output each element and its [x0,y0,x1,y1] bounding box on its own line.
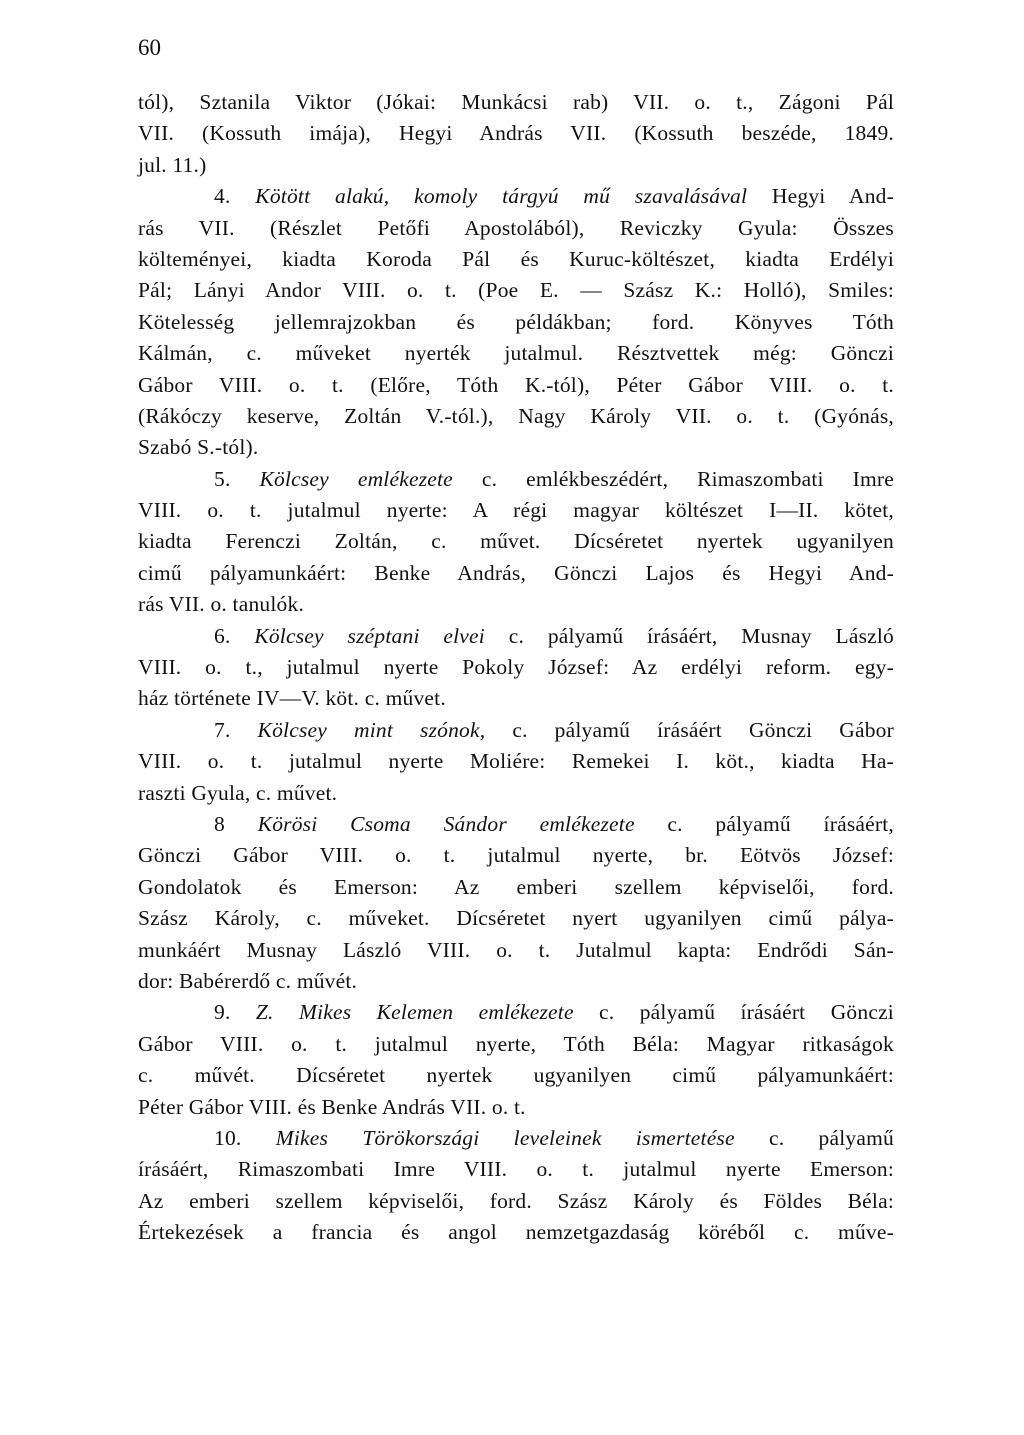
italic-title: Körösi Csoma Sándor emlékezete [257,811,635,836]
text-run: Gábor VIII. o. t. jutalmul nyerte, Tóth Béla: Magyar ritkaságok [138,1031,894,1056]
text-line [138,997,894,1028]
text-line [138,1060,894,1091]
text-line [138,432,894,463]
text-line [138,589,894,620]
text-line [138,401,894,432]
text-run: 7. [214,717,258,742]
text-line [138,118,894,149]
text-line [138,1123,894,1154]
text-run: dor: Babérerdő c. művét. [138,968,358,993]
text-run: költeményei, kiadta Koroda Pál és Kuruc-költészet, kiadta Erdélyi [138,246,894,271]
text-line [138,150,894,181]
text-line [138,526,894,557]
text-run: c. pályamű írásáért Gönczi [573,1000,894,1025]
text-line [138,1217,894,1248]
text-line [138,840,894,871]
italic-title: Kötött alakú, komoly tárgyú mű szavalásával [255,184,748,209]
text-line [138,746,894,777]
text-run: (Rákóczy keserve, Zoltán V.-tól.), Nagy Károly VII. o. t. (Gyónás, [138,403,894,428]
text-line [138,872,894,903]
text-run: Értekezések a francia és angol nemzetgazdaság köréből c. műve- [138,1220,894,1245]
text-line [138,464,894,495]
text-run: írásáért, Rimaszombati Imre VIII. o. t. jutalmul nyerte Emerson: [138,1157,894,1182]
text-run: Kálmán, c. műveket nyerték jutalmul. Résztvettek még: Gönczi [138,341,894,366]
text-run: VIII. o. t. jutalmul nyerte: A régi magyar költészet I—II. kötet, [138,498,894,523]
text-run: Gönczi Gábor VIII. o. t. jutalmul nyerte, br. Eötvös József: [138,843,894,868]
text-run: c. pályamű írásáért Gönczi Gábor [485,717,894,742]
text-run: kiadta Ferenczi Zoltán, c. művet. Dícséretet nyertek ugyanilyen [138,529,894,554]
text-run: cimű pályamunkáért: Benke András, Gönczi Lajos és Hegyi And- [138,560,894,585]
text-run: c. pályamű írásáért, Musnay László [484,623,895,648]
body-text [138,87,894,1248]
text-run: rás VII. (Részlet Petőfi Apostolából), Reviczky Gyula: Összes [138,215,894,240]
text-run: 4. [214,184,256,209]
text-run: Gondolatok és Emerson: Az emberi szellem képviselői, ford. [138,874,894,899]
text-run: Gábor VIII. o. t. (Előre, Tóth K.-tól), Péter Gábor VIII. o. t. [138,372,894,397]
italic-title: Mikes Törökországi leveleinek ismertetése [275,1125,735,1150]
text-line [138,213,894,244]
text-run: 8 [214,811,258,836]
text-run: c. pályamű írásáért, [634,811,894,836]
text-line [138,558,894,589]
text-run: 10. [214,1125,276,1150]
text-line [138,181,894,212]
text-run: 6. [214,623,255,648]
text-run: c. emlékbeszédért, Rimaszombati Imre [452,466,894,491]
page-number: 60 [138,35,161,60]
text-run: jul. 11.) [138,152,207,177]
text-line [138,370,894,401]
italic-title: Z. Mikes Kelemen emlékezete [255,1000,574,1025]
text-line [138,87,894,118]
text-run: VIII. o. t., jutalmul nyerte Pokoly József: Az erdélyi reform. egy- [138,655,894,680]
text-run: c. pályamű [734,1125,894,1150]
italic-title: Kölcsey széptani elvei [254,623,485,648]
text-run: Szabó S.-tól). [138,435,259,460]
text-run: Szász Károly, c. műveket. Dícséretet nyert ugyanilyen cimű pálya- [138,906,894,931]
text-line [138,338,894,369]
text-line [138,307,894,338]
text-run: 9. [214,1000,256,1025]
text-run: c. művét. Dícséretet nyertek ugyanilyen cimű pályamunkáért: [138,1063,894,1088]
text-run: VIII. o. t. jutalmul nyerte Moliére: Remekei I. köt., kiadta Ha- [138,749,894,774]
text-run: Pál; Lányi Andor VIII. o. t. (Poe E. — Szász K.: Holló), Smiles: [138,278,894,303]
text-run: ház története IV—V. köt. c. művet. [138,686,446,711]
text-line [138,809,894,840]
text-line [138,1186,894,1217]
text-line [138,621,894,652]
text-line [138,903,894,934]
text-run: Kötelesség jellemrajzokban és példákban; ford. Könyves Tóth [138,309,894,334]
text-line [138,275,894,306]
text-run: Hegyi And- [747,184,894,209]
text-run: VII. (Kossuth imája), Hegyi András VII. (Kossuth beszéde, 1849. [138,121,894,146]
italic-title: Kölcsey mint szónok, [257,717,486,742]
text-line [138,495,894,526]
text-line [138,1092,894,1123]
text-line [138,683,894,714]
text-line [138,244,894,275]
text-line [138,1154,894,1185]
text-run: raszti Gyula, c. művet. [138,780,338,805]
text-run: tól), Sztanila Viktor (Jókai: Munkácsi rab) VII. o. t., Zágoni Pál [138,90,894,114]
text-run: munkáért Musnay László VIII. o. t. Jutalmul kapta: Endrődi Sán- [138,937,894,962]
text-line [138,966,894,997]
text-line [138,652,894,683]
text-run: rás VII. o. tanulók. [138,592,305,617]
text-line [138,778,894,809]
text-line [138,715,894,746]
italic-title: Kölcsey emlékezete [259,466,453,491]
text-run: 5. [214,466,260,491]
text-run: Az emberi szellem képviselői, ford. Szász Károly és Földes Béla: [138,1188,894,1213]
text-run: Péter Gábor VIII. és Benke András VII. o. t. [138,1094,526,1119]
text-line [138,1029,894,1060]
text-line [138,935,894,966]
